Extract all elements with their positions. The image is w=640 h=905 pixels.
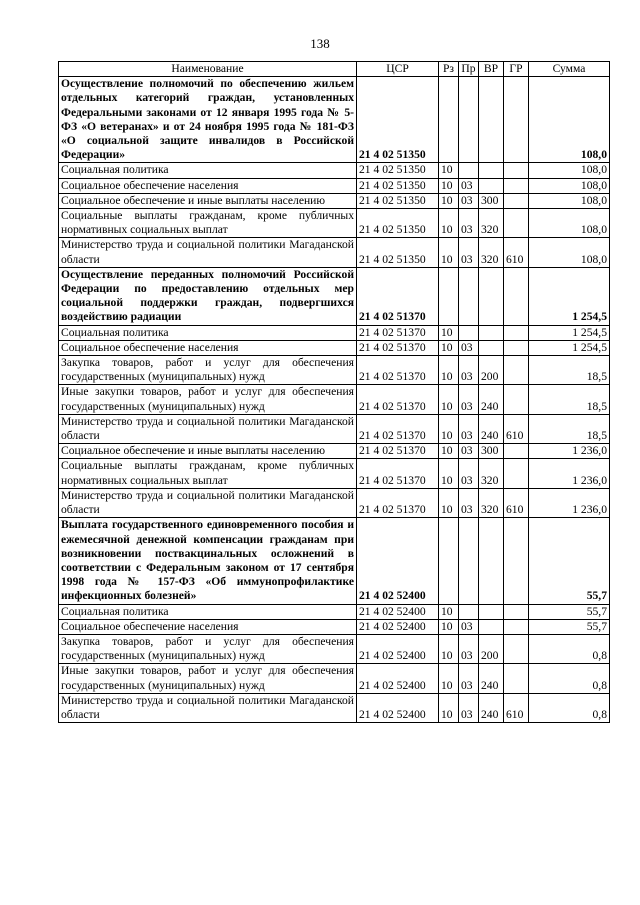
cell-name: Социальное обеспечение населения xyxy=(59,619,357,634)
cell-pr: 03 xyxy=(459,340,479,355)
cell-sum: 18,5 xyxy=(529,385,610,414)
cell-sum: 0,8 xyxy=(529,634,610,663)
table-row xyxy=(59,488,610,517)
cell-vr: 240 xyxy=(479,693,504,722)
cell-vr xyxy=(479,178,504,193)
cell-sum: 108,0 xyxy=(529,238,610,267)
cell-vr xyxy=(479,325,504,340)
cell-vr: 240 xyxy=(479,664,504,693)
cell-rz: 10 xyxy=(439,209,459,238)
cell-rz: 10 xyxy=(439,356,459,385)
cell-pr: 03 xyxy=(459,488,479,517)
cell-name: Социальная политика xyxy=(59,163,357,178)
cell-rz: 10 xyxy=(439,163,459,178)
cell-pr xyxy=(459,267,479,325)
cell-rz: 10 xyxy=(439,488,459,517)
cell-gr xyxy=(504,267,529,325)
cell-vr xyxy=(479,619,504,634)
cell-sum: 18,5 xyxy=(529,356,610,385)
cell-rz xyxy=(439,518,459,604)
cell-name: Социальное обеспечение и иные выплаты населению xyxy=(59,444,357,459)
cell-sum: 55,7 xyxy=(529,604,610,619)
cell-name: Министерство труда и социальной политики Магаданской области xyxy=(59,414,357,443)
cell-csr: 21 4 02 52400 xyxy=(357,693,439,722)
cell-csr: 21 4 02 51350 xyxy=(357,238,439,267)
cell-name: Социальная политика xyxy=(59,604,357,619)
cell-csr: 21 4 02 51370 xyxy=(357,325,439,340)
cell-rz: 10 xyxy=(439,444,459,459)
cell-gr xyxy=(504,340,529,355)
cell-gr: 610 xyxy=(504,414,529,443)
cell-csr: 21 4 02 51370 xyxy=(357,385,439,414)
cell-rz xyxy=(439,77,459,163)
table-row xyxy=(59,634,610,663)
cell-pr xyxy=(459,604,479,619)
cell-gr xyxy=(504,459,529,488)
cell-vr: 320 xyxy=(479,459,504,488)
cell-name: Закупка товаров, работ и услуг для обеспечения государственных (муниципальных) нужд xyxy=(59,356,357,385)
cell-csr: 21 4 02 51350 xyxy=(357,77,439,163)
cell-sum: 108,0 xyxy=(529,163,610,178)
cell-vr xyxy=(479,604,504,619)
cell-rz: 10 xyxy=(439,193,459,208)
header-name: Наименование xyxy=(59,62,357,77)
cell-csr: 21 4 02 51370 xyxy=(357,459,439,488)
cell-pr xyxy=(459,325,479,340)
header-rz: Рз xyxy=(439,62,459,77)
header-sum: Сумма xyxy=(529,62,610,77)
cell-name: Социальное обеспечение населения xyxy=(59,178,357,193)
cell-rz: 10 xyxy=(439,619,459,634)
cell-gr xyxy=(504,193,529,208)
table-row xyxy=(59,444,610,459)
cell-vr: 300 xyxy=(479,193,504,208)
cell-pr: 03 xyxy=(459,444,479,459)
cell-name: Социальная политика xyxy=(59,325,357,340)
cell-gr xyxy=(504,209,529,238)
cell-vr: 320 xyxy=(479,209,504,238)
cell-csr: 21 4 02 51350 xyxy=(357,178,439,193)
cell-name: Министерство труда и социальной политики Магаданской области xyxy=(59,693,357,722)
cell-csr: 21 4 02 51370 xyxy=(357,444,439,459)
table-row xyxy=(59,385,610,414)
cell-sum: 55,7 xyxy=(529,518,610,604)
cell-pr: 03 xyxy=(459,619,479,634)
cell-name: Социальное обеспечение и иные выплаты населению xyxy=(59,193,357,208)
cell-csr: 21 4 02 52400 xyxy=(357,619,439,634)
cell-csr: 21 4 02 52400 xyxy=(357,664,439,693)
cell-gr xyxy=(504,178,529,193)
cell-gr xyxy=(504,604,529,619)
cell-csr: 21 4 02 52400 xyxy=(357,518,439,604)
cell-pr xyxy=(459,163,479,178)
cell-pr: 03 xyxy=(459,238,479,267)
table-row xyxy=(59,518,610,604)
cell-csr: 21 4 02 52400 xyxy=(357,604,439,619)
cell-csr: 21 4 02 51370 xyxy=(357,356,439,385)
table-row xyxy=(59,193,610,208)
cell-pr: 03 xyxy=(459,178,479,193)
cell-gr xyxy=(504,163,529,178)
table-row xyxy=(59,459,610,488)
cell-gr: 610 xyxy=(504,693,529,722)
cell-sum: 1 236,0 xyxy=(529,488,610,517)
cell-name: Социальные выплаты гражданам, кроме публичных нормативных социальных выплат xyxy=(59,459,357,488)
cell-vr: 240 xyxy=(479,414,504,443)
cell-sum: 108,0 xyxy=(529,178,610,193)
cell-sum: 1 236,0 xyxy=(529,444,610,459)
cell-pr xyxy=(459,518,479,604)
cell-vr xyxy=(479,77,504,163)
cell-pr: 03 xyxy=(459,414,479,443)
cell-sum: 1 254,5 xyxy=(529,340,610,355)
cell-rz: 10 xyxy=(439,325,459,340)
table-row xyxy=(59,340,610,355)
cell-pr: 03 xyxy=(459,356,479,385)
cell-name: Иные закупки товаров, работ и услуг для обеспечения государственных (муниципальных) нужд xyxy=(59,664,357,693)
table-row xyxy=(59,163,610,178)
cell-csr: 21 4 02 52400 xyxy=(357,634,439,663)
cell-rz: 10 xyxy=(439,459,459,488)
cell-csr: 21 4 02 51350 xyxy=(357,163,439,178)
cell-gr xyxy=(504,518,529,604)
cell-pr xyxy=(459,77,479,163)
table-header-row xyxy=(59,62,610,77)
cell-sum: 1 254,5 xyxy=(529,325,610,340)
cell-pr: 03 xyxy=(459,385,479,414)
cell-vr: 240 xyxy=(479,385,504,414)
cell-sum: 0,8 xyxy=(529,693,610,722)
cell-gr: 610 xyxy=(504,238,529,267)
cell-rz: 10 xyxy=(439,414,459,443)
table-row xyxy=(59,693,610,722)
cell-name: Иные закупки товаров, работ и услуг для обеспечения государственных (муниципальных) нужд xyxy=(59,385,357,414)
cell-gr xyxy=(504,385,529,414)
table-row xyxy=(59,325,610,340)
cell-name: Министерство труда и социальной политики Магаданской области xyxy=(59,488,357,517)
cell-name: Социальные выплаты гражданам, кроме публичных нормативных социальных выплат xyxy=(59,209,357,238)
cell-name: Осуществление переданных полномочий Российской Федерации по предоставлению отдельных мер социальной поддержки граждан, подвергшихся воздействию радиации xyxy=(59,267,357,325)
cell-rz: 10 xyxy=(439,664,459,693)
cell-vr: 300 xyxy=(479,444,504,459)
table-row xyxy=(59,619,610,634)
cell-gr xyxy=(504,356,529,385)
cell-name: Выплата государственного единовременного пособия и ежемесячной денежной компенсации гражданам при возникновении поствакцинальных осложнений в соответствии с Федеральным законом от 17 сентября 1998 года № 157-ФЗ «Об иммунопрофилактике инфекционных болезней» xyxy=(59,518,357,604)
cell-sum: 108,0 xyxy=(529,193,610,208)
cell-gr xyxy=(504,634,529,663)
cell-rz: 10 xyxy=(439,604,459,619)
header-csr: ЦСР xyxy=(357,62,439,77)
table-row xyxy=(59,356,610,385)
cell-rz: 10 xyxy=(439,634,459,663)
cell-vr: 320 xyxy=(479,488,504,517)
cell-pr: 03 xyxy=(459,459,479,488)
cell-csr: 21 4 02 51350 xyxy=(357,209,439,238)
cell-gr xyxy=(504,664,529,693)
cell-gr xyxy=(504,444,529,459)
cell-pr: 03 xyxy=(459,634,479,663)
cell-pr: 03 xyxy=(459,693,479,722)
table-row xyxy=(59,664,610,693)
cell-name: Социальное обеспечение населения xyxy=(59,340,357,355)
table-row xyxy=(59,178,610,193)
cell-gr xyxy=(504,77,529,163)
cell-rz: 10 xyxy=(439,178,459,193)
header-vr: ВР xyxy=(479,62,504,77)
cell-rz: 10 xyxy=(439,385,459,414)
cell-vr xyxy=(479,163,504,178)
table-row xyxy=(59,267,610,325)
cell-vr: 320 xyxy=(479,238,504,267)
table-row xyxy=(59,414,610,443)
cell-vr xyxy=(479,340,504,355)
cell-name: Закупка товаров, работ и услуг для обеспечения государственных (муниципальных) нужд xyxy=(59,634,357,663)
cell-name: Осуществление полномочий по обеспечению жильем отдельных категорий граждан, установленных Федеральными законами от 12 января 1995 года № 5-ФЗ «О ветеранах» и от 24 ноября 1995 года № 181-ФЗ «О социальной защите инвалидов в Российской Федерации» xyxy=(59,77,357,163)
cell-gr xyxy=(504,619,529,634)
cell-gr: 610 xyxy=(504,488,529,517)
cell-csr: 21 4 02 51370 xyxy=(357,340,439,355)
cell-rz xyxy=(439,267,459,325)
cell-vr: 200 xyxy=(479,356,504,385)
header-gr: ГР xyxy=(504,62,529,77)
cell-vr xyxy=(479,518,504,604)
cell-csr: 21 4 02 51370 xyxy=(357,267,439,325)
cell-pr: 03 xyxy=(459,209,479,238)
cell-name: Министерство труда и социальной политики Магаданской области xyxy=(59,238,357,267)
cell-vr: 200 xyxy=(479,634,504,663)
table-body xyxy=(59,77,610,723)
cell-pr: 03 xyxy=(459,664,479,693)
cell-csr: 21 4 02 51350 xyxy=(357,193,439,208)
cell-rz: 10 xyxy=(439,340,459,355)
header-pr: Пр xyxy=(459,62,479,77)
cell-gr xyxy=(504,325,529,340)
cell-pr: 03 xyxy=(459,193,479,208)
cell-sum: 108,0 xyxy=(529,77,610,163)
cell-rz: 10 xyxy=(439,238,459,267)
cell-sum: 1 236,0 xyxy=(529,459,610,488)
cell-csr: 21 4 02 51370 xyxy=(357,414,439,443)
cell-vr xyxy=(479,267,504,325)
cell-sum: 108,0 xyxy=(529,209,610,238)
cell-sum: 1 254,5 xyxy=(529,267,610,325)
cell-sum: 18,5 xyxy=(529,414,610,443)
cell-sum: 55,7 xyxy=(529,619,610,634)
cell-csr: 21 4 02 51370 xyxy=(357,488,439,517)
cell-sum: 0,8 xyxy=(529,664,610,693)
table-row xyxy=(59,77,610,163)
cell-rz: 10 xyxy=(439,693,459,722)
page-number: 138 xyxy=(310,36,330,51)
table-row xyxy=(59,209,610,238)
table-row xyxy=(59,238,610,267)
table-row xyxy=(59,604,610,619)
budget-table xyxy=(58,61,610,723)
